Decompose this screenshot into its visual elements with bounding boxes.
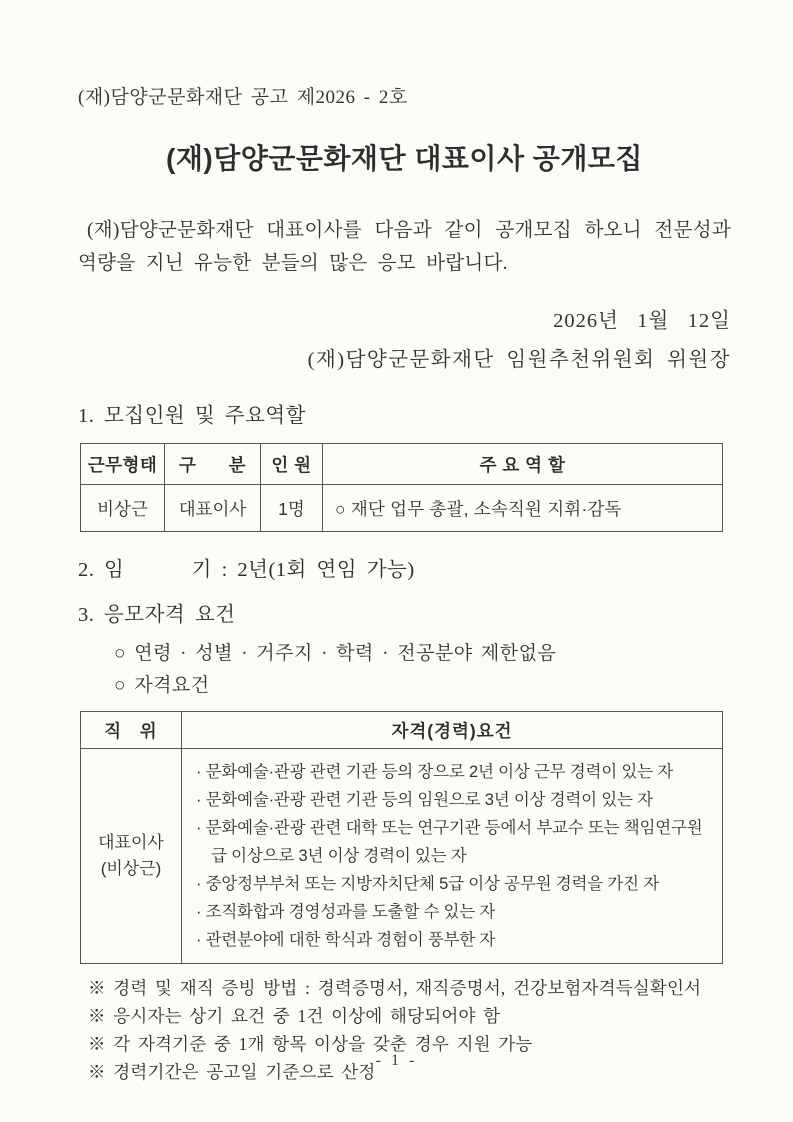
requirement-item: · 조직화합과 경영성과를 도출할 수 있는 자	[196, 903, 496, 921]
note-item: ※ 경력기간은 공고일 기준으로 산정	[88, 1062, 376, 1082]
position-line1: 대표이사	[98, 833, 164, 852]
section-1-heading: 1. 모집인원 및 주요역할	[78, 405, 306, 427]
requirement-item: · 관련분야에 대한 학식과 경험이 풍부한 자	[196, 931, 496, 949]
recruit-table	[80, 443, 723, 532]
cell-count: 1명	[261, 485, 323, 532]
cell-requirements	[182, 749, 723, 964]
list-item: ○ 연령 · 성별 · 거주지 · 학력 · 전공분야 제한없음	[114, 643, 557, 664]
table-row	[81, 485, 723, 532]
table-row	[81, 749, 723, 964]
list-item: ○ 자격요건	[114, 675, 210, 696]
note-item: ※ 응시자는 상기 요건 중 1건 이상에 해당되어야 함	[88, 1006, 501, 1026]
requirement-item: · 중앙정부부처 또는 지방자치단체 5급 이상 공무원 경력을 가진 자	[196, 875, 659, 893]
notice-date: 2026년 1월 12일	[553, 310, 731, 332]
col-header-division: 구 분	[165, 444, 261, 485]
requirement-item: · 문화예술·관광 관련 기관 등의 임원으로 3년 이상 경력이 있는 자	[196, 791, 653, 809]
recruit-table-header-row	[81, 444, 723, 485]
col-header-work-type: 근무형태	[81, 444, 165, 485]
qualification-bullets	[78, 638, 731, 702]
col-header-requirements: 자격(경력)요건	[182, 712, 723, 749]
col-header-role: 주 요 역 할	[323, 444, 723, 485]
qual-table-header-row	[81, 712, 723, 749]
requirement-item: · 문화예술·관광 관련 기관 등의 장으로 2년 이상 근무 경력이 있는 자	[196, 763, 674, 781]
section-2-heading: 2. 임 기 : 2년(1회 연임 가능)	[78, 559, 415, 581]
intro-paragraph: (재)담양군문화재단 대표이사를 다음과 같이 공개모집 하오니 전문성과 역량을 지닌 유능한 분들의 많은 응모 바랍니다.	[78, 220, 731, 274]
note-item: ※ 각 자격기준 중 1개 항목 이상을 갖춘 경우 지원 가능	[88, 1034, 533, 1054]
qualification-table	[80, 711, 723, 964]
page-number: - 1 -	[375, 1052, 418, 1069]
requirement-item: · 문화예술·관광 관련 대학 또는 연구기관 등에서 부교수 또는 책임연구원급 이상으로 3년 이상 경력이 있는 자	[196, 819, 703, 865]
cell-position	[81, 749, 182, 964]
cell-role: ○ 재단 업무 총괄, 소속직원 지휘·감독	[323, 485, 723, 532]
note-item: ※ 경력 및 재직 증빙 방법 : 경력증명서, 재직증명서, 건강보험자격득실확인서	[88, 978, 702, 998]
page-title: (재)담양군문화재단 대표이사 공개모집	[166, 143, 643, 174]
section-3-heading: 3. 응모자격 요건	[78, 604, 236, 626]
col-header-position: 직 위	[81, 712, 182, 749]
col-header-count: 인 원	[261, 444, 323, 485]
position-line2: (비상근)	[100, 859, 162, 878]
notice-number: (재)담양군문화재단 공고 제2026 - 2호	[78, 87, 408, 108]
cell-division: 대표이사	[165, 485, 261, 532]
cell-work-type: 비상근	[81, 485, 165, 532]
signer: (재)담양군문화재단 임원추천위원회 위원장	[307, 349, 731, 371]
